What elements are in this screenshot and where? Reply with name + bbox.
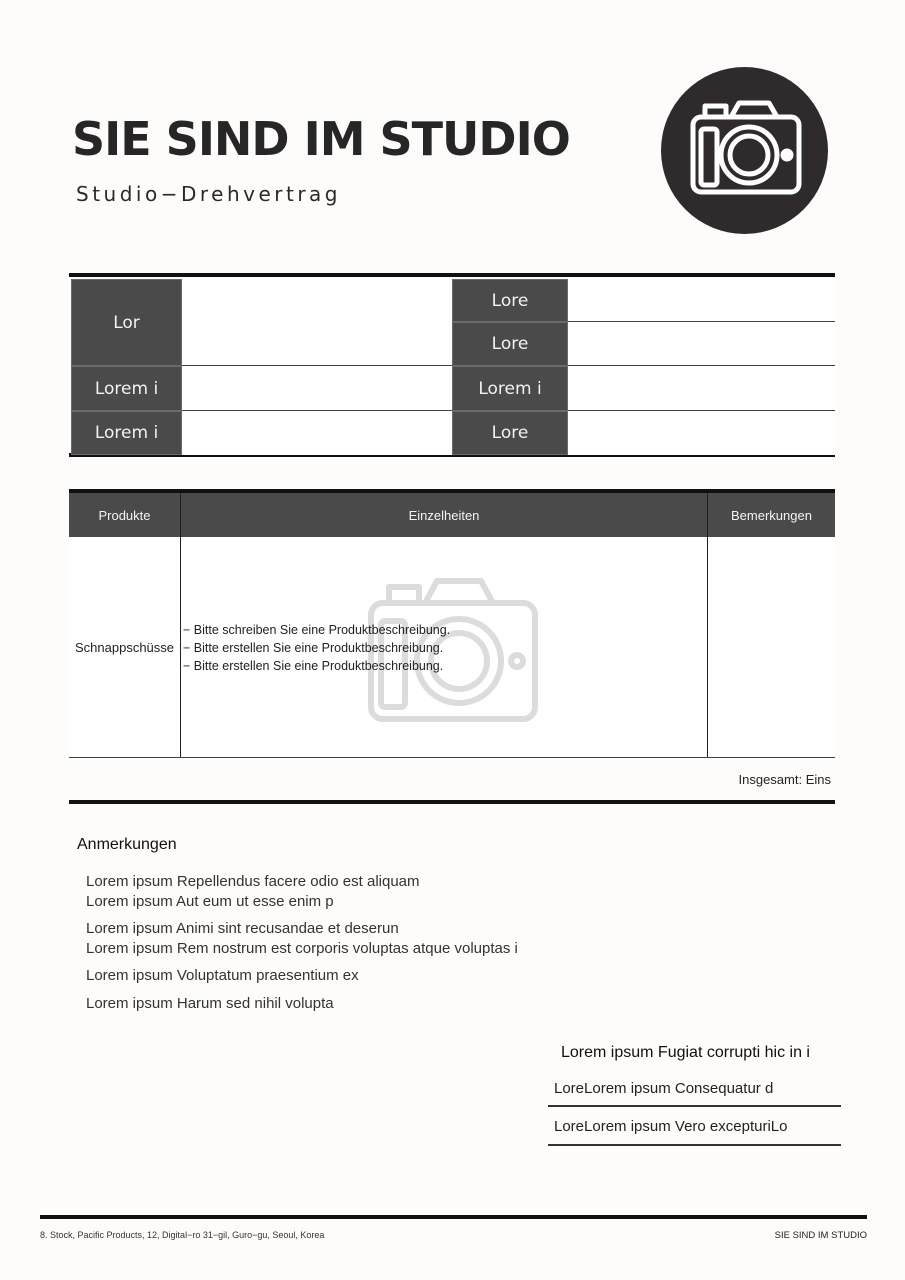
product-name: Schnappschüsse	[75, 640, 175, 655]
footer-address: 8. Stock, Pacific Products, 12, Digital−ro 31−gil, Guro−gu, Seoul, Korea	[40, 1230, 325, 1240]
info-value[interactable]	[568, 366, 835, 411]
signature-line-1[interactable]: LoreLorem ipsum Consequatur d	[548, 1080, 841, 1107]
info-value[interactable]	[568, 277, 835, 322]
note-line: Lorem ipsum Rem nostrum est corporis voluptas atque voluptas i	[86, 940, 518, 957]
footer-brand: SIE SIND IM STUDIO	[774, 1230, 867, 1241]
detail-line: − Bitte erstellen Sie eine Produktbeschreibung.	[183, 641, 444, 655]
info-label: Lorem i	[452, 366, 568, 411]
column-header-products: Produkte	[69, 493, 180, 537]
info-label: Lore	[452, 279, 568, 322]
info-label: Lore	[452, 411, 568, 455]
notes-list	[86, 872, 518, 1014]
document-subtitle: Studio−Drehvertrag	[76, 182, 342, 206]
detail-line: − Bitte erstellen Sie eine Produktbeschreibung.	[183, 659, 444, 673]
column-header-details: Einzelheiten	[180, 493, 707, 537]
signature-line-2[interactable]: LoreLorem ipsum Vero excepturiLo	[548, 1118, 841, 1146]
document-title: SIE SIND IM STUDIO	[72, 112, 570, 166]
note-line: Lorem ipsum Voluptatum praesentium ex	[86, 967, 359, 984]
note-line: Lorem ipsum Aut eum ut esse enim p	[86, 893, 334, 910]
info-label: Lorem i	[71, 366, 182, 411]
product-details	[183, 621, 450, 675]
footer-divider	[40, 1215, 867, 1219]
note-line: Lorem ipsum Animi sint recusandae et deserun	[86, 920, 399, 937]
info-value[interactable]	[182, 411, 452, 455]
info-label: Lor	[71, 279, 182, 366]
camera-icon	[661, 67, 828, 234]
info-table	[69, 273, 835, 457]
total-label: Insgesamt: Eins	[738, 772, 831, 787]
note-line: Lorem ipsum Harum sed nihil volupta	[86, 995, 334, 1012]
product-table	[69, 489, 835, 804]
notes-title: Anmerkungen	[77, 836, 177, 853]
logo	[661, 67, 828, 234]
column-header-remarks: Bemerkungen	[707, 493, 835, 537]
note-line: Lorem ipsum Repellendus facere odio est aliquam	[86, 873, 420, 890]
info-value[interactable]	[568, 322, 835, 366]
info-label: Lore	[452, 322, 568, 366]
info-value[interactable]	[182, 366, 452, 411]
info-label: Lorem i	[71, 411, 182, 455]
signature-heading: Lorem ipsum Fugiat corrupti hic in i	[561, 1044, 810, 1061]
detail-line: − Bitte schreiben Sie eine Produktbeschreibung.	[183, 623, 451, 637]
info-value[interactable]	[568, 411, 835, 455]
info-value[interactable]	[182, 277, 452, 366]
